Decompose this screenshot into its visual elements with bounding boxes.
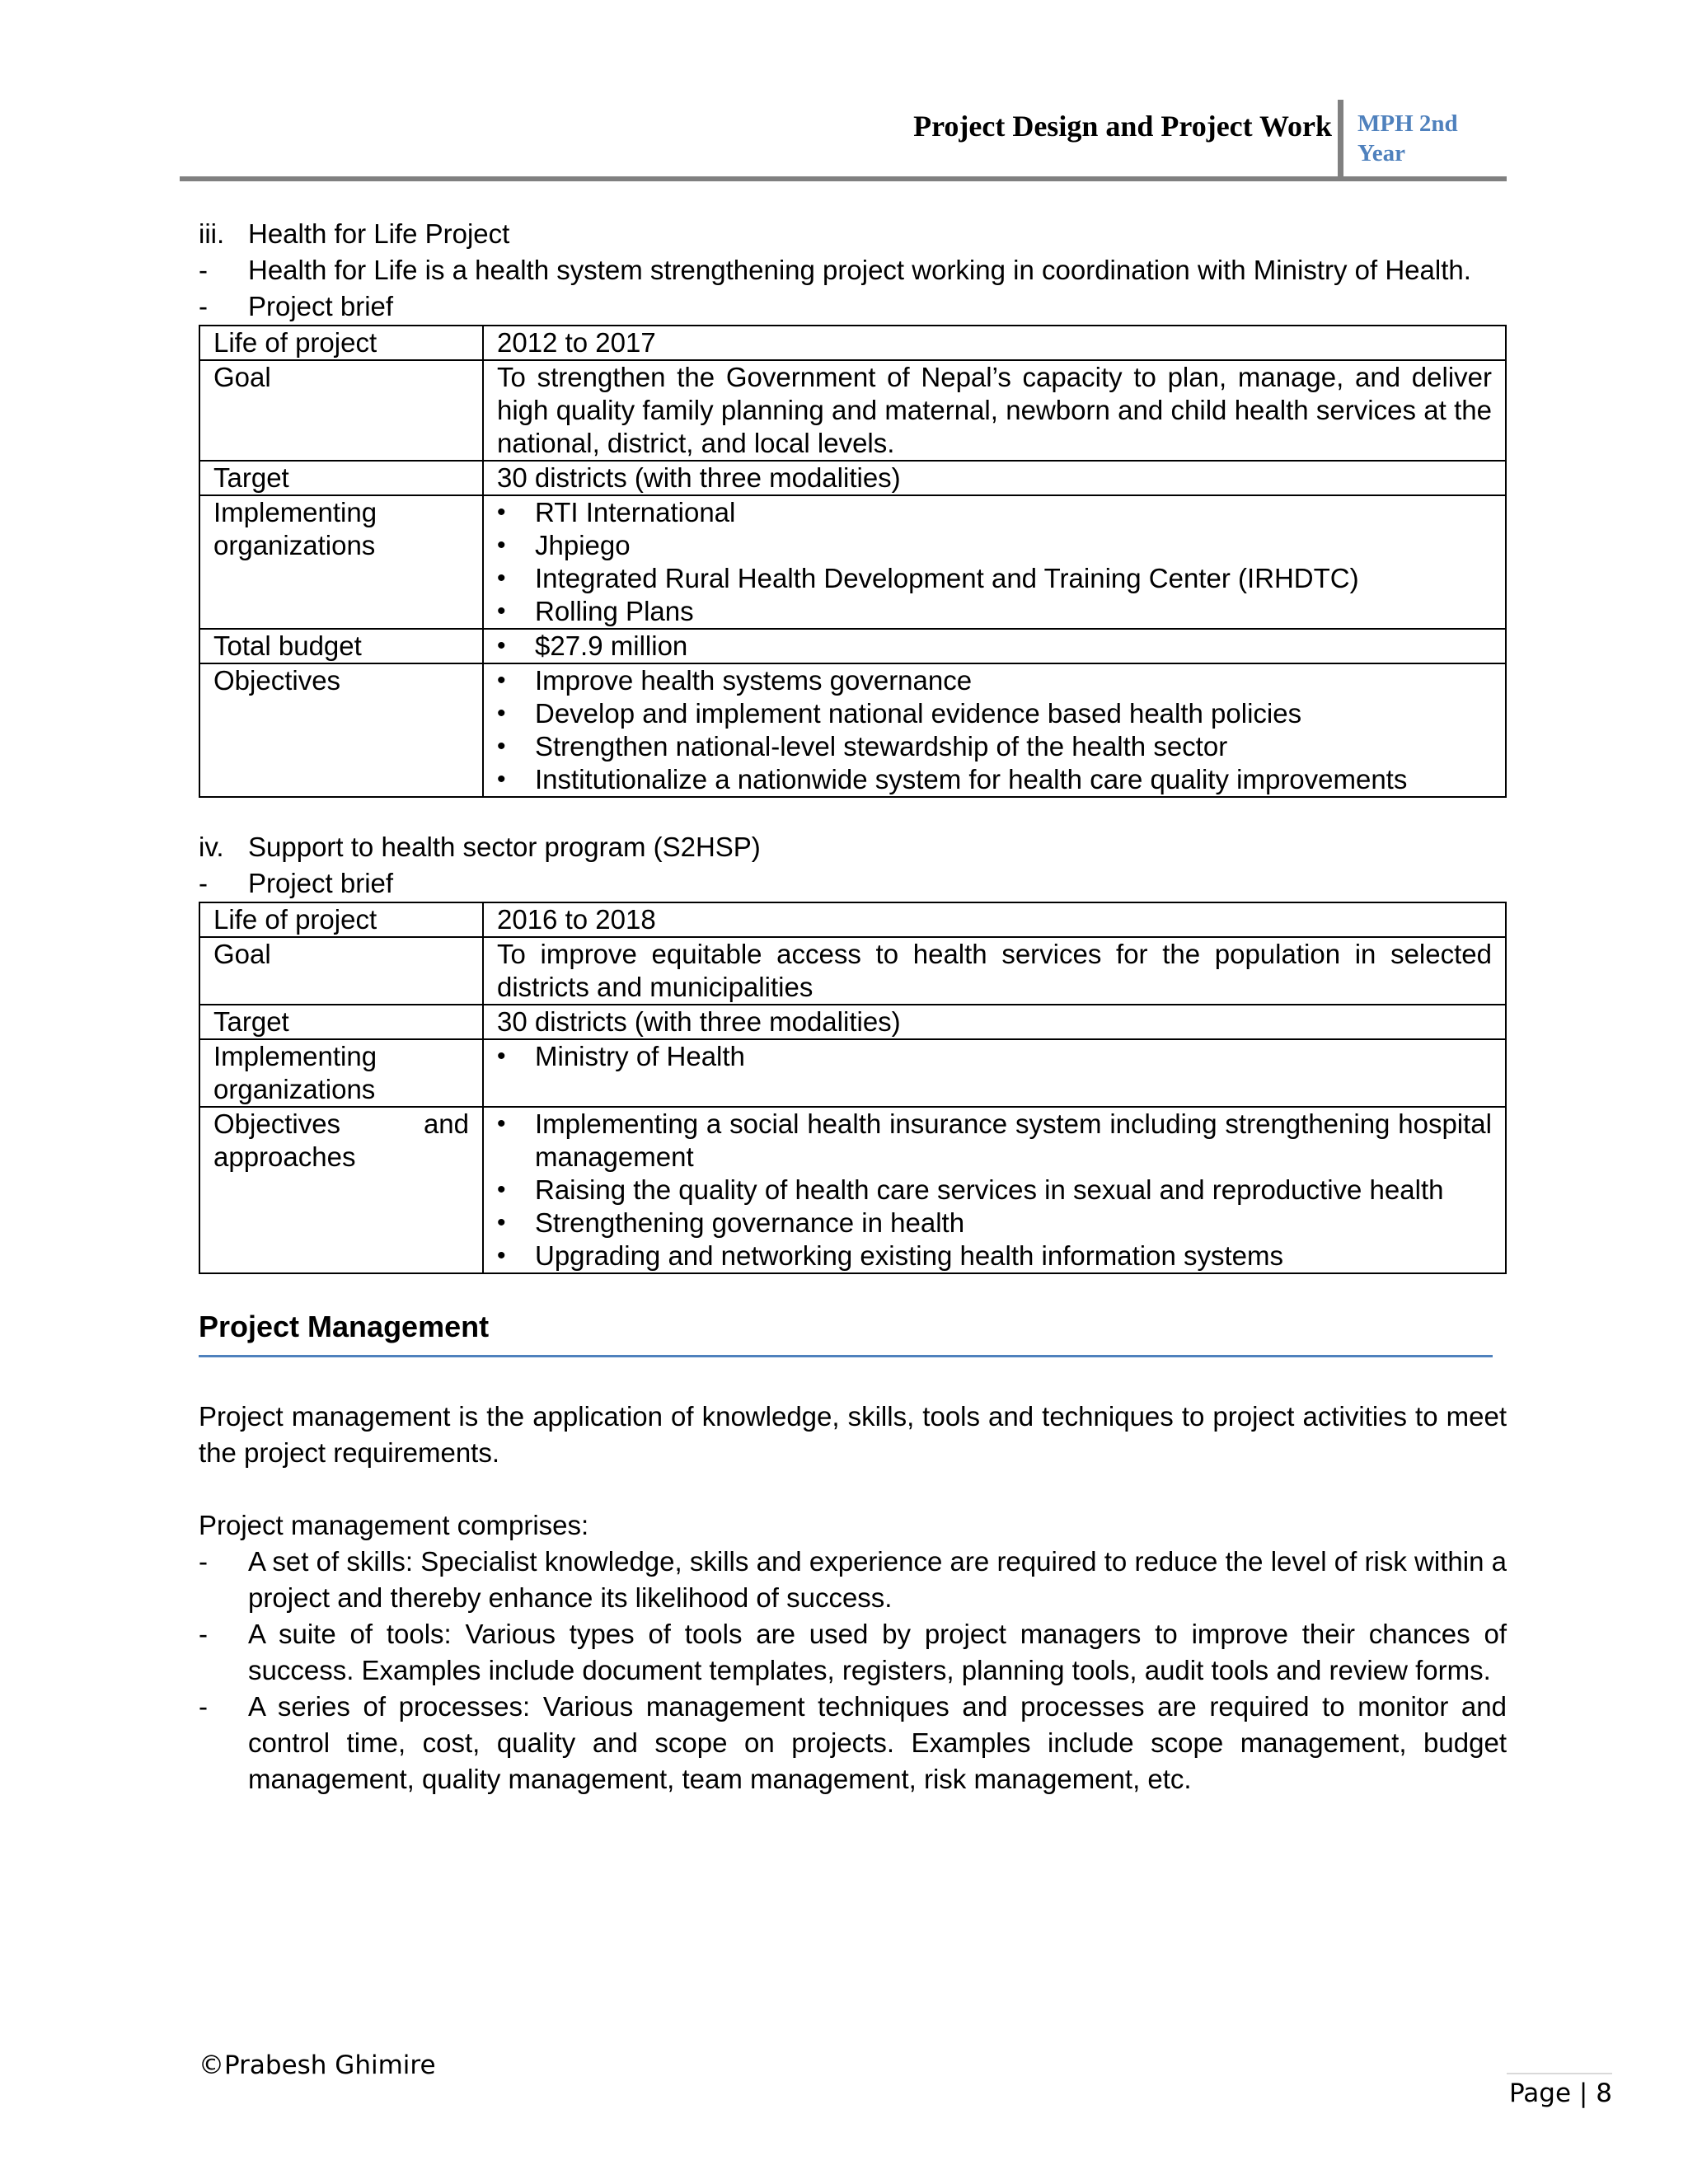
row-label-line: approaches xyxy=(213,1141,356,1172)
dash-marker: - xyxy=(199,1619,208,1649)
row-value: 2016 to 2018 xyxy=(483,902,1506,937)
s2hsp-table xyxy=(199,902,1507,1274)
description-text: Health for Life is a health system strengthening project working in coordination with Ministry of Health. xyxy=(248,255,1471,285)
list-item-text: $27.9 million xyxy=(535,630,688,661)
list-item xyxy=(199,1616,1507,1689)
list-item xyxy=(497,1108,1492,1174)
row-label-word: and xyxy=(423,1108,469,1139)
table-row xyxy=(199,1039,1506,1107)
dash-marker: - xyxy=(199,255,208,285)
row-value: 30 districts (with three modalities) xyxy=(483,461,1506,495)
section-iii-brief-label xyxy=(199,288,1507,325)
brief-label: Project brief xyxy=(248,868,394,898)
section-iii-description xyxy=(199,252,1507,288)
row-value xyxy=(483,663,1506,797)
row-label-word: Objectives xyxy=(213,1108,341,1139)
bullet-icon: • xyxy=(497,532,506,559)
bullet-list xyxy=(497,664,1492,796)
dash-marker: - xyxy=(199,1546,208,1577)
list-item xyxy=(497,1174,1492,1207)
list-item xyxy=(497,1240,1492,1272)
definition-paragraph: Project management is the application of knowledge, skills, tools and techniques to project activities to meet the project requirements. xyxy=(199,1401,1507,1468)
list-item-text: Strengthen national-level stewardship of the health sector xyxy=(535,731,1228,762)
table-row xyxy=(199,937,1506,1005)
project-management-heading: Project Management xyxy=(199,1309,1493,1357)
list-item-text: Strengthening governance in health xyxy=(535,1207,965,1238)
list-item-text: Ministry of Health xyxy=(535,1041,745,1071)
page-number: Page | 8 xyxy=(1509,2079,1612,2108)
page-content xyxy=(199,216,1507,1797)
row-value xyxy=(483,495,1506,629)
bullet-list xyxy=(497,1108,1492,1272)
table-row xyxy=(199,495,1506,629)
list-item-text: Improve health systems governance xyxy=(535,665,973,696)
table-row xyxy=(199,461,1506,495)
header-title: Project Design and Project Work xyxy=(913,110,1332,143)
list-item xyxy=(497,595,1492,628)
table-row xyxy=(199,663,1506,797)
health-for-life-table xyxy=(199,325,1507,798)
list-item-text: A suite of tools: Various types of tools are used by project managers to improve their chances of success. Examples include document templates, registers, planning tools, audit tools and review forms. xyxy=(248,1619,1507,1685)
roman-numeral: iv. xyxy=(199,832,224,862)
bullet-icon: • xyxy=(497,598,506,625)
bullet-list xyxy=(497,496,1492,628)
dash-marker: - xyxy=(199,1691,208,1722)
list-item-text: Institutionalize a nationwide system for health care quality improvements xyxy=(535,764,1408,794)
row-value: To improve equitable access to health services for the population in selected districts and municipalities xyxy=(483,937,1506,1005)
list-item xyxy=(497,496,1492,529)
bullet-icon: • xyxy=(497,1110,506,1137)
comprises-label: Project management comprises: xyxy=(199,1510,589,1540)
table-row xyxy=(199,629,1506,663)
list-item xyxy=(497,1207,1492,1240)
bullet-icon: • xyxy=(497,1043,506,1070)
list-item xyxy=(497,730,1492,763)
row-label-line xyxy=(213,1108,469,1141)
bullet-icon: • xyxy=(497,667,506,694)
row-value xyxy=(483,629,1506,663)
dash-marker: - xyxy=(199,291,208,321)
section-iv-brief-label xyxy=(199,865,1507,902)
row-label: Implementing organizations xyxy=(199,495,483,629)
table-row xyxy=(199,326,1506,360)
row-label: Objectives xyxy=(199,663,483,797)
list-item-text: Jhpiego xyxy=(535,530,631,560)
list-item-text: Implementing a social health insurance system including strengthening hospital management xyxy=(535,1108,1492,1172)
bullet-icon: • xyxy=(497,733,506,760)
bullet-icon: • xyxy=(497,632,506,659)
footer-rule xyxy=(1507,2073,1612,2074)
row-label xyxy=(199,1107,483,1273)
list-item-text: Develop and implement national evidence based health policies xyxy=(535,698,1302,729)
row-label: Life of project xyxy=(199,902,483,937)
list-item xyxy=(497,1040,1492,1073)
row-label: Implementing organizations xyxy=(199,1039,483,1107)
list-item xyxy=(497,529,1492,562)
section-iii-heading xyxy=(199,216,1507,252)
row-label: Goal xyxy=(199,360,483,461)
brief-label: Project brief xyxy=(248,291,394,321)
table-row xyxy=(199,902,1506,937)
section-title: Support to health sector program (S2HSP) xyxy=(248,832,761,862)
roman-numeral: iii. xyxy=(199,218,225,249)
list-item-text: A series of processes: Various management techniques and processes are required to monitor and control time, cost, quality and scope on projects. Examples include scope management, budget management, quality management, team management, risk management, etc. xyxy=(248,1691,1507,1794)
bullet-icon: • xyxy=(497,1209,506,1236)
row-value xyxy=(483,1039,1506,1107)
list-item xyxy=(497,664,1492,697)
bullet-icon: • xyxy=(497,1242,506,1269)
row-value: To strengthen the Government of Nepal’s capacity to plan, manage, and deliver high quality family planning and maternal, newborn and child health services at the national, district, and local levels. xyxy=(483,360,1506,461)
bullet-list xyxy=(497,630,1492,663)
list-item-text: RTI International xyxy=(535,497,736,527)
list-item xyxy=(199,1544,1507,1616)
bullet-list xyxy=(497,1040,1492,1073)
header-divider xyxy=(1338,100,1343,180)
row-label: Life of project xyxy=(199,326,483,360)
header-rule xyxy=(180,176,1507,181)
section-title: Health for Life Project xyxy=(248,218,510,249)
bullet-icon: • xyxy=(497,499,506,526)
list-item xyxy=(497,697,1492,730)
section-iv-heading xyxy=(199,829,1507,865)
list-item-text: A set of skills: Specialist knowledge, skills and experience are required to reduce the level of risk within a project and thereby enhance its likelihood of success. xyxy=(248,1546,1507,1613)
table-row xyxy=(199,1107,1506,1273)
bullet-icon: • xyxy=(497,700,506,727)
list-item-text: Raising the quality of health care services in sexual and reproductive health xyxy=(535,1174,1444,1205)
row-value: 2012 to 2017 xyxy=(483,326,1506,360)
list-item xyxy=(199,1689,1507,1797)
list-item-text: Integrated Rural Health Development and Training Center (IRHDTC) xyxy=(535,563,1359,593)
header-year-badge: MPH 2nd Year xyxy=(1357,110,1458,166)
list-item xyxy=(497,562,1492,595)
bullet-icon: • xyxy=(497,1176,506,1203)
list-item-text: Rolling Plans xyxy=(535,596,694,626)
row-label: Target xyxy=(199,1005,483,1039)
row-value xyxy=(483,1107,1506,1273)
list-item xyxy=(497,763,1492,796)
row-label: Goal xyxy=(199,937,483,1005)
row-value: 30 districts (with three modalities) xyxy=(483,1005,1506,1039)
list-item-text: Upgrading and networking existing health information systems xyxy=(535,1240,1283,1271)
footer-copyright: ©Prabesh Ghimire xyxy=(199,2050,436,2080)
dash-marker: - xyxy=(199,868,208,898)
row-label: Target xyxy=(199,461,483,495)
table-row xyxy=(199,1005,1506,1039)
table-row xyxy=(199,360,1506,461)
bullet-icon: • xyxy=(497,565,506,592)
row-label: Total budget xyxy=(199,629,483,663)
bullet-icon: • xyxy=(497,766,506,793)
list-item xyxy=(497,630,1492,663)
